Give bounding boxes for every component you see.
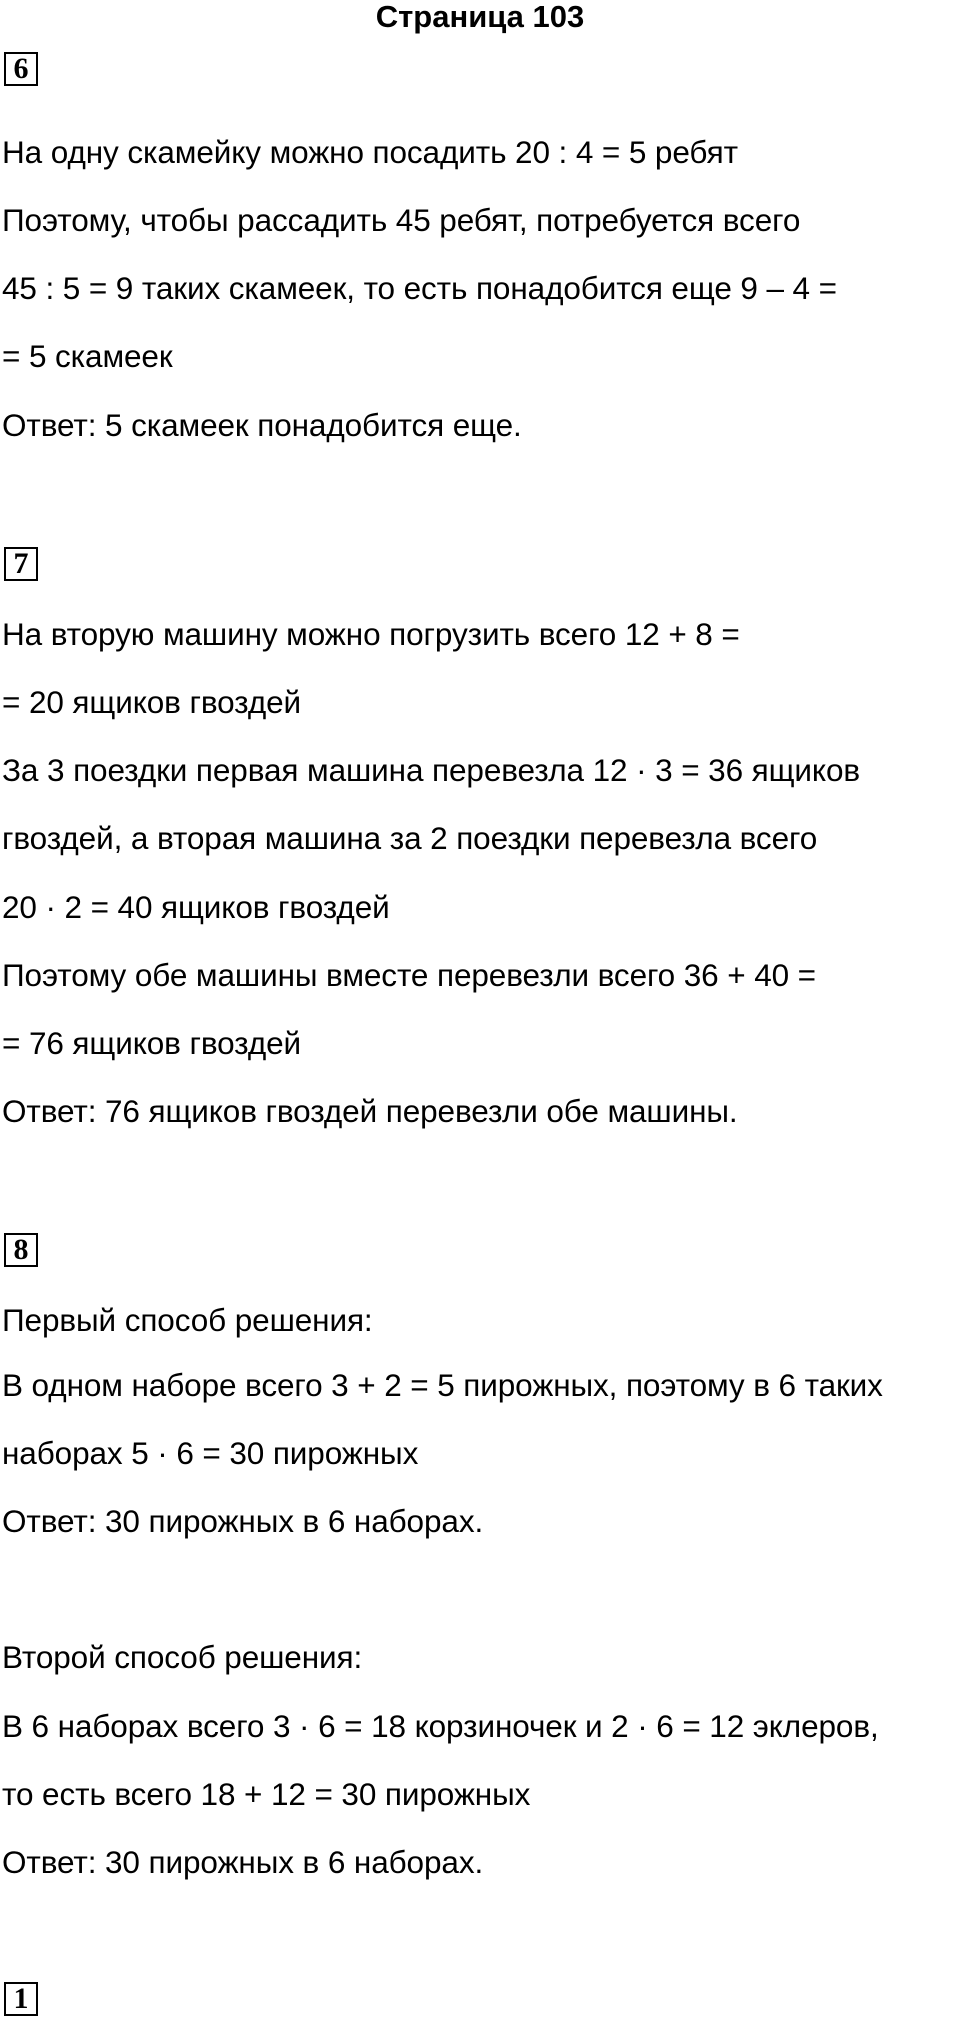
task-8-answer-2: Ответ: 30 пирожных в 6 наборах. [2, 1844, 484, 1880]
task-number-1: 1 [4, 1982, 38, 2016]
task-8-line-7: то есть всего 18 + 12 = 30 пирожных [2, 1776, 531, 1812]
task-6-line-1: На одну скамейку можно посадить 20 : 4 = 5 ребят [2, 134, 738, 170]
task-number-7: 7 [4, 547, 38, 581]
task-6-line-4: = 5 скамеек [2, 338, 173, 374]
page-title: Страница 103 [375, 0, 585, 34]
task-8-line-2: В одном наборе всего 3 + 2 = 5 пирожных, поэтому в 6 таких [2, 1367, 883, 1403]
task-8-line-3: наборах 5 · 6 = 30 пирожных [2, 1435, 419, 1471]
task-7-line-3: За 3 поездки первая машина перевезла 12 · 3 = 36 ящиков [2, 752, 860, 788]
task-6-line-3: 45 : 5 = 9 таких скамеек, то есть понадобится еще 9 – 4 = [2, 270, 837, 306]
task-7-answer: Ответ: 76 ящиков гвоздей перевезли обе машины. [2, 1093, 738, 1129]
task-7-line-2: = 20 ящиков гвоздей [2, 684, 302, 720]
task-8-line-5: Второй способ решения: [2, 1639, 363, 1675]
task-8-line-6: В 6 наборах всего 3 · 6 = 18 корзиночек и 2 · 6 = 12 эклеров, [2, 1708, 879, 1744]
task-number-8: 8 [4, 1233, 38, 1267]
task-7-line-1: На вторую машину можно погрузить всего 12 + 8 = [2, 616, 740, 652]
task-6-line-2: Поэтому, чтобы рассадить 45 ребят, потребуется всего [2, 202, 801, 238]
task-7-line-4: гвоздей, а вторая машина за 2 поездки перевезла всего [2, 820, 818, 856]
task-number-6: 6 [4, 52, 38, 86]
task-8-line-1: Первый способ решения: [2, 1302, 373, 1338]
task-8-answer-1: Ответ: 30 пирожных в 6 наборах. [2, 1503, 484, 1539]
task-6-answer: Ответ: 5 скамеек понадобится еще. [2, 407, 522, 443]
task-7-line-5: 20 · 2 = 40 ящиков гвоздей [2, 889, 390, 925]
task-7-line-7: = 76 ящиков гвоздей [2, 1025, 302, 1061]
task-7-line-6: Поэтому обе машины вместе перевезли всего 36 + 40 = [2, 957, 816, 993]
